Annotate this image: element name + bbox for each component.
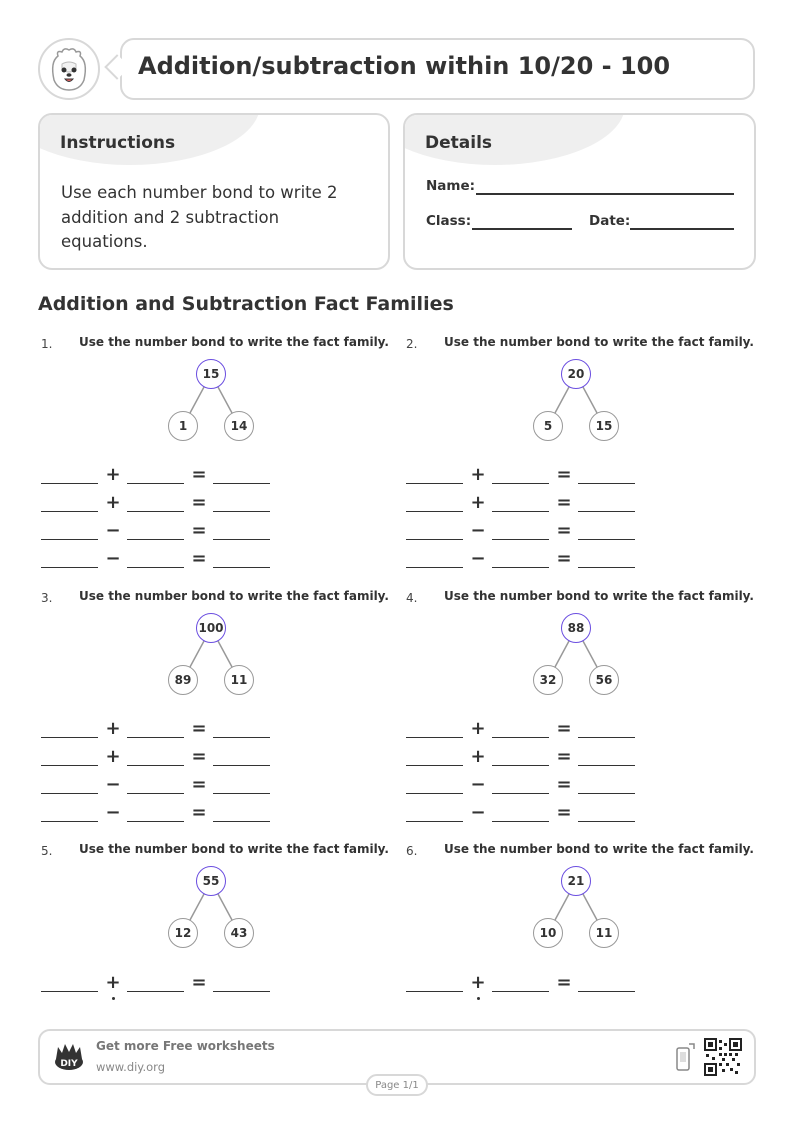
answer-blank[interactable] bbox=[578, 567, 635, 568]
mascot-icon bbox=[40, 40, 98, 98]
equation-row bbox=[41, 746, 281, 769]
name-field[interactable] bbox=[476, 193, 734, 195]
page-indicator: Page 1/1 bbox=[366, 1074, 428, 1096]
problem-number: 4. bbox=[406, 591, 418, 605]
answer-blank[interactable] bbox=[127, 821, 184, 822]
answer-blank[interactable] bbox=[213, 539, 270, 540]
number-bond bbox=[166, 613, 256, 697]
equation-row bbox=[406, 464, 646, 487]
equals-sign: = bbox=[191, 774, 207, 795]
bond-part-right: 56 bbox=[589, 665, 619, 695]
problem-instruction: Use the number bond to write the fact family. bbox=[79, 842, 389, 856]
equation-row bbox=[41, 548, 281, 571]
answer-blank[interactable] bbox=[213, 765, 270, 766]
answer-blank[interactable] bbox=[213, 793, 270, 794]
operator: − bbox=[470, 802, 486, 823]
equals-sign: = bbox=[556, 492, 572, 513]
operator: + bbox=[470, 464, 486, 485]
answer-blank[interactable] bbox=[213, 511, 270, 512]
answer-blank[interactable] bbox=[406, 737, 463, 738]
operator: + bbox=[105, 718, 121, 739]
answer-blank[interactable] bbox=[492, 793, 549, 794]
answer-blank[interactable] bbox=[127, 737, 184, 738]
answer-blank[interactable] bbox=[578, 483, 635, 484]
problem-number: 3. bbox=[41, 591, 53, 605]
equals-sign: = bbox=[191, 718, 207, 739]
date-label: Date: bbox=[589, 213, 631, 229]
bond-whole: 100 bbox=[196, 613, 226, 643]
bond-whole: 21 bbox=[561, 866, 591, 896]
answer-blank[interactable] bbox=[127, 991, 184, 992]
bond-part-left: 10 bbox=[533, 918, 563, 948]
bond-part-right: 11 bbox=[589, 918, 619, 948]
diy-logo[interactable] bbox=[52, 1039, 86, 1073]
answer-blank[interactable] bbox=[578, 511, 635, 512]
operator: + bbox=[105, 972, 121, 993]
footer-promo-text: Get more Free worksheets bbox=[96, 1039, 275, 1053]
bond-part-right: 14 bbox=[224, 411, 254, 441]
equation-row bbox=[406, 548, 646, 571]
answer-blank[interactable] bbox=[213, 483, 270, 484]
answer-blank[interactable] bbox=[578, 991, 635, 992]
answer-blank[interactable] bbox=[492, 821, 549, 822]
name-label: Name: bbox=[426, 178, 476, 194]
answer-blank[interactable] bbox=[492, 737, 549, 738]
worksheet-title: Addition/subtraction within 10/20 - 100 bbox=[138, 52, 671, 80]
equation-row bbox=[406, 718, 646, 741]
answer-blank[interactable] bbox=[213, 567, 270, 568]
bond-part-right: 11 bbox=[224, 665, 254, 695]
footer-website-link[interactable]: www.diy.org bbox=[96, 1060, 165, 1074]
number-bond bbox=[531, 613, 621, 697]
equation-row bbox=[406, 972, 646, 995]
answer-blank[interactable] bbox=[492, 991, 549, 992]
problem-instruction: Use the number bond to write the fact family. bbox=[444, 335, 754, 349]
mascot-avatar bbox=[38, 38, 100, 100]
answer-blank[interactable] bbox=[127, 511, 184, 512]
answer-blank[interactable] bbox=[41, 737, 98, 738]
equation-row bbox=[41, 464, 281, 487]
answer-blank[interactable] bbox=[41, 765, 98, 766]
answer-blank[interactable] bbox=[41, 483, 98, 484]
operator: − bbox=[470, 774, 486, 795]
equation-row bbox=[406, 492, 646, 515]
operator: − bbox=[105, 520, 121, 541]
operator: + bbox=[105, 746, 121, 767]
operator: + bbox=[470, 492, 486, 513]
problem-6 bbox=[403, 844, 763, 1014]
answer-blank[interactable] bbox=[41, 511, 98, 512]
bond-part-right: 43 bbox=[224, 918, 254, 948]
answer-blank[interactable] bbox=[578, 821, 635, 822]
answer-blank[interactable] bbox=[406, 793, 463, 794]
answer-blank[interactable] bbox=[41, 821, 98, 822]
equals-sign: = bbox=[191, 972, 207, 993]
equals-sign: = bbox=[191, 548, 207, 569]
answer-blank[interactable] bbox=[213, 737, 270, 738]
problem-number: 6. bbox=[406, 844, 418, 858]
equals-sign: = bbox=[191, 492, 207, 513]
equals-sign: = bbox=[556, 718, 572, 739]
equation-row bbox=[41, 802, 281, 825]
details-panel bbox=[403, 113, 756, 270]
bond-whole: 15 bbox=[196, 359, 226, 389]
answer-blank[interactable] bbox=[492, 511, 549, 512]
instructions-panel bbox=[38, 113, 390, 270]
bond-whole: 55 bbox=[196, 866, 226, 896]
equals-sign: = bbox=[191, 802, 207, 823]
bond-whole: 20 bbox=[561, 359, 591, 389]
answer-blank[interactable] bbox=[41, 567, 98, 568]
equation-row bbox=[41, 718, 281, 741]
answer-blank[interactable] bbox=[406, 567, 463, 568]
operator: − bbox=[105, 548, 121, 569]
problem-1 bbox=[38, 337, 398, 587]
answer-blank[interactable] bbox=[41, 991, 98, 992]
answer-blank[interactable] bbox=[213, 991, 270, 992]
equation-row bbox=[41, 972, 281, 995]
answer-blank[interactable] bbox=[578, 765, 635, 766]
equation-row bbox=[41, 520, 281, 543]
answer-blank[interactable] bbox=[127, 765, 184, 766]
instructions-text: Use each number bond to write 2 addition and 2 subtraction equations. bbox=[61, 183, 338, 251]
bond-part-left: 89 bbox=[168, 665, 198, 695]
instructions-title: Instructions bbox=[60, 133, 176, 153]
class-label: Class: bbox=[426, 213, 472, 229]
answer-blank[interactable] bbox=[492, 765, 549, 766]
logo-text: DIY bbox=[60, 1059, 78, 1069]
bond-part-left: 5 bbox=[533, 411, 563, 441]
phone-scan-icon bbox=[676, 1040, 696, 1072]
answer-blank[interactable] bbox=[406, 539, 463, 540]
equals-sign: = bbox=[556, 774, 572, 795]
answer-blank[interactable] bbox=[213, 821, 270, 822]
equation-row bbox=[406, 802, 646, 825]
details-title: Details bbox=[425, 133, 493, 153]
cutoff-dot bbox=[477, 997, 480, 1000]
equals-sign: = bbox=[556, 972, 572, 993]
equation-row bbox=[406, 774, 646, 797]
operator: + bbox=[105, 464, 121, 485]
answer-blank[interactable] bbox=[406, 765, 463, 766]
equation-row bbox=[406, 520, 646, 543]
bond-whole: 88 bbox=[561, 613, 591, 643]
number-bond bbox=[166, 359, 256, 443]
problem-instruction: Use the number bond to write the fact family. bbox=[444, 589, 754, 603]
problem-2 bbox=[403, 337, 763, 587]
operator: + bbox=[470, 972, 486, 993]
problem-4 bbox=[403, 591, 763, 841]
number-bond bbox=[531, 359, 621, 443]
operator: + bbox=[470, 718, 486, 739]
operator: − bbox=[470, 520, 486, 541]
answer-blank[interactable] bbox=[578, 539, 635, 540]
problem-number: 5. bbox=[41, 844, 53, 858]
equals-sign: = bbox=[556, 746, 572, 767]
problem-5 bbox=[38, 844, 398, 1014]
cutoff-dot bbox=[112, 997, 115, 1000]
section-title: Addition and Subtraction Fact Families bbox=[38, 293, 454, 315]
answer-blank[interactable] bbox=[406, 821, 463, 822]
class-field[interactable] bbox=[472, 228, 572, 230]
answer-blank[interactable] bbox=[41, 539, 98, 540]
operator: − bbox=[470, 548, 486, 569]
number-bond bbox=[531, 866, 621, 950]
answer-blank[interactable] bbox=[578, 737, 635, 738]
answer-blank[interactable] bbox=[406, 511, 463, 512]
operator: − bbox=[105, 774, 121, 795]
equals-sign: = bbox=[556, 464, 572, 485]
problem-3 bbox=[38, 591, 398, 841]
equals-sign: = bbox=[556, 520, 572, 541]
bond-part-left: 12 bbox=[168, 918, 198, 948]
equals-sign: = bbox=[191, 746, 207, 767]
answer-blank[interactable] bbox=[492, 483, 549, 484]
bond-part-right: 15 bbox=[589, 411, 619, 441]
equation-row bbox=[406, 746, 646, 769]
answer-blank[interactable] bbox=[127, 793, 184, 794]
equation-row bbox=[41, 492, 281, 515]
equals-sign: = bbox=[191, 464, 207, 485]
problem-number: 1. bbox=[41, 337, 53, 351]
date-field[interactable] bbox=[630, 228, 734, 230]
answer-blank[interactable] bbox=[406, 991, 463, 992]
operator: − bbox=[105, 802, 121, 823]
equals-sign: = bbox=[556, 548, 572, 569]
answer-blank[interactable] bbox=[492, 539, 549, 540]
number-bond bbox=[166, 866, 256, 950]
operator: + bbox=[470, 746, 486, 767]
qr-code-icon[interactable] bbox=[704, 1038, 742, 1076]
operator: + bbox=[105, 492, 121, 513]
answer-blank[interactable] bbox=[406, 483, 463, 484]
diy-logo-icon bbox=[52, 1039, 86, 1073]
equals-sign: = bbox=[556, 802, 572, 823]
problem-instruction: Use the number bond to write the fact family. bbox=[444, 842, 754, 856]
problem-number: 2. bbox=[406, 337, 418, 351]
bond-part-left: 32 bbox=[533, 665, 563, 695]
problem-instruction: Use the number bond to write the fact family. bbox=[79, 589, 389, 603]
equation-row bbox=[41, 774, 281, 797]
bond-part-left: 1 bbox=[168, 411, 198, 441]
equals-sign: = bbox=[191, 520, 207, 541]
answer-blank[interactable] bbox=[127, 567, 184, 568]
answer-blank[interactable] bbox=[578, 793, 635, 794]
answer-blank[interactable] bbox=[127, 539, 184, 540]
answer-blank[interactable] bbox=[492, 567, 549, 568]
answer-blank[interactable] bbox=[41, 793, 98, 794]
answer-blank[interactable] bbox=[127, 483, 184, 484]
problem-instruction: Use the number bond to write the fact family. bbox=[79, 335, 389, 349]
